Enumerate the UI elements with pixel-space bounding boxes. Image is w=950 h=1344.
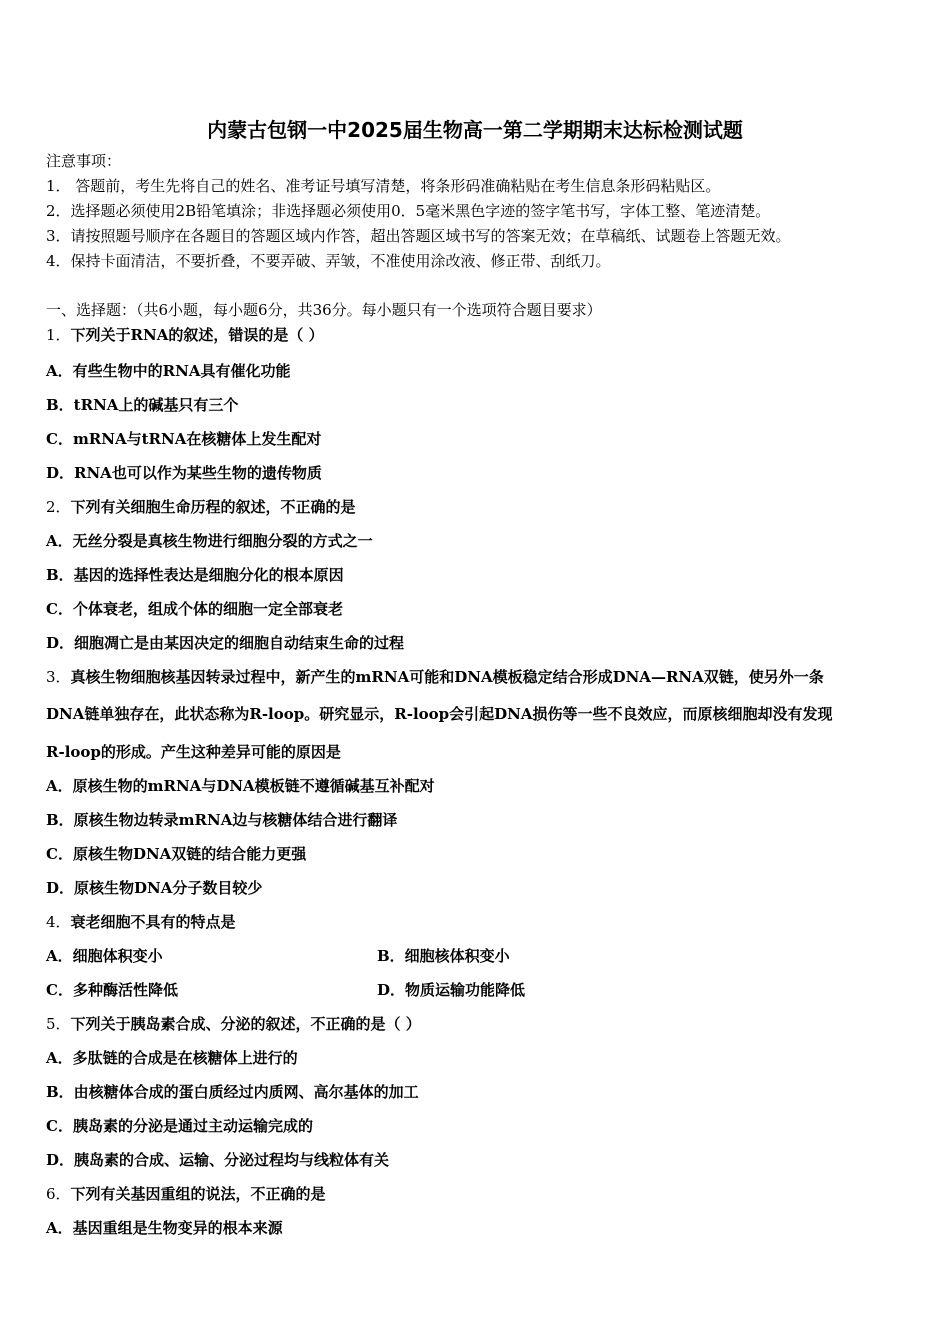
- question-2: [46, 498, 356, 516]
- note-item: 4．保持卡面清洁，不要折叠，不要弄破、弄皱，不准使用涂改液、修正带、刮纸刀。: [46, 252, 611, 270]
- option-4b: B．细胞核体积变小: [377, 947, 510, 965]
- option-4a: A．细胞体积变小: [46, 947, 163, 965]
- question-text: 衰老细胞不具有的特点是: [70, 913, 236, 931]
- question-3-continued: DNA链单独存在，此状态称为R-loop。研究显示，R-loop会引起DNA损伤等一些不良效应，而原核细胞却没有发现: [46, 705, 833, 723]
- question-number: 5．: [46, 1015, 71, 1033]
- option-4d: D．物质运输功能降低: [377, 981, 526, 999]
- option-5b: B．由核糖体合成的蛋白质经过内质网、高尔基体的加工: [46, 1083, 419, 1101]
- question-number: 2．: [46, 498, 71, 516]
- note-item: 2．选择题必须使用2B铅笔填涂；非选择题必须使用0．5毫米黑色字迹的签字笔书写，字体工整、笔迹清楚。: [46, 202, 771, 220]
- page-title: 内蒙古包钢一中2025届生物高一第二学期期末达标检测试题: [207, 118, 743, 142]
- option-1d: D．RNA也可以作为某些生物的遗传物质: [46, 464, 322, 482]
- option-1b: B．tRNA上的碱基只有三个: [46, 396, 239, 414]
- question-4: [46, 913, 236, 931]
- section-heading: 一、选择题：（共6小题，每小题6分，共36分。每小题只有一个选项符合题目要求）: [46, 301, 602, 319]
- question-5: [46, 1015, 421, 1033]
- notes-heading: 注意事项：: [46, 152, 122, 170]
- question-text: 下列关于胰岛素合成、分泌的叙述，不正确的是（ ）: [70, 1015, 421, 1033]
- option-5c: C．胰岛素的分泌是通过主动运输完成的: [46, 1117, 313, 1135]
- question-number: 1．: [46, 326, 71, 344]
- option-3a: A．原核生物的mRNA与DNA模板链不遵循碱基互补配对: [46, 777, 435, 795]
- option-1a: A．有些生物中的RNA具有催化功能: [46, 362, 291, 380]
- option-1c: C．mRNA与tRNA在核糖体上发生配对: [46, 430, 322, 448]
- question-number: 3．: [46, 668, 71, 686]
- option-3b: B．原核生物边转录mRNA边与核糖体结合进行翻译: [46, 811, 398, 829]
- option-3c: C．原核生物DNA双链的结合能力更强: [46, 845, 307, 863]
- question-text: 真核生物细胞核基因转录过程中，新产生的mRNA可能和DNA模板稳定结合形成DNA—RNA双链，使另外一条: [70, 668, 824, 686]
- option-3d: D．原核生物DNA分子数目较少: [46, 879, 263, 897]
- question-1: [46, 326, 324, 344]
- option-2c: C．个体衰老，组成个体的细胞一定全部衰老: [46, 600, 343, 618]
- question-number: 4．: [46, 913, 71, 931]
- option-4c: C．多种酶活性降低: [46, 981, 178, 999]
- note-item: 1． 答题前，考生先将自己的姓名、准考证号填写清楚，将条形码准确粘贴在考生信息条形码粘贴区。: [46, 177, 721, 195]
- question-6: [46, 1185, 326, 1203]
- question-3: [46, 668, 824, 686]
- question-text: 下列有关基因重组的说法，不正确的是: [70, 1185, 326, 1203]
- option-2a: A．无丝分裂是真核生物进行细胞分裂的方式之一: [46, 532, 373, 550]
- option-5d: D．胰岛素的合成、运输、分泌过程均与线粒体有关: [46, 1151, 390, 1169]
- question-text: 下列关于RNA的叙述，错误的是（ ）: [70, 326, 324, 344]
- option-2d: D．细胞凋亡是由某因决定的细胞自动结束生命的过程: [46, 634, 405, 652]
- note-item: 3．请按照题号顺序在各题目的答题区域内作答，超出答题区域书写的答案无效；在草稿纸、试题卷上答题无效。: [46, 227, 791, 245]
- option-6a: A．基因重组是生物变异的根本来源: [46, 1219, 283, 1237]
- question-3-continued: R-loop的形成。产生这种差异可能的原因是: [46, 743, 341, 761]
- option-5a: A．多肽链的合成是在核糖体上进行的: [46, 1049, 298, 1067]
- question-text: 下列有关细胞生命历程的叙述，不正确的是: [70, 498, 356, 516]
- question-number: 6．: [46, 1185, 71, 1203]
- option-2b: B．基因的选择性表达是细胞分化的根本原因: [46, 566, 344, 584]
